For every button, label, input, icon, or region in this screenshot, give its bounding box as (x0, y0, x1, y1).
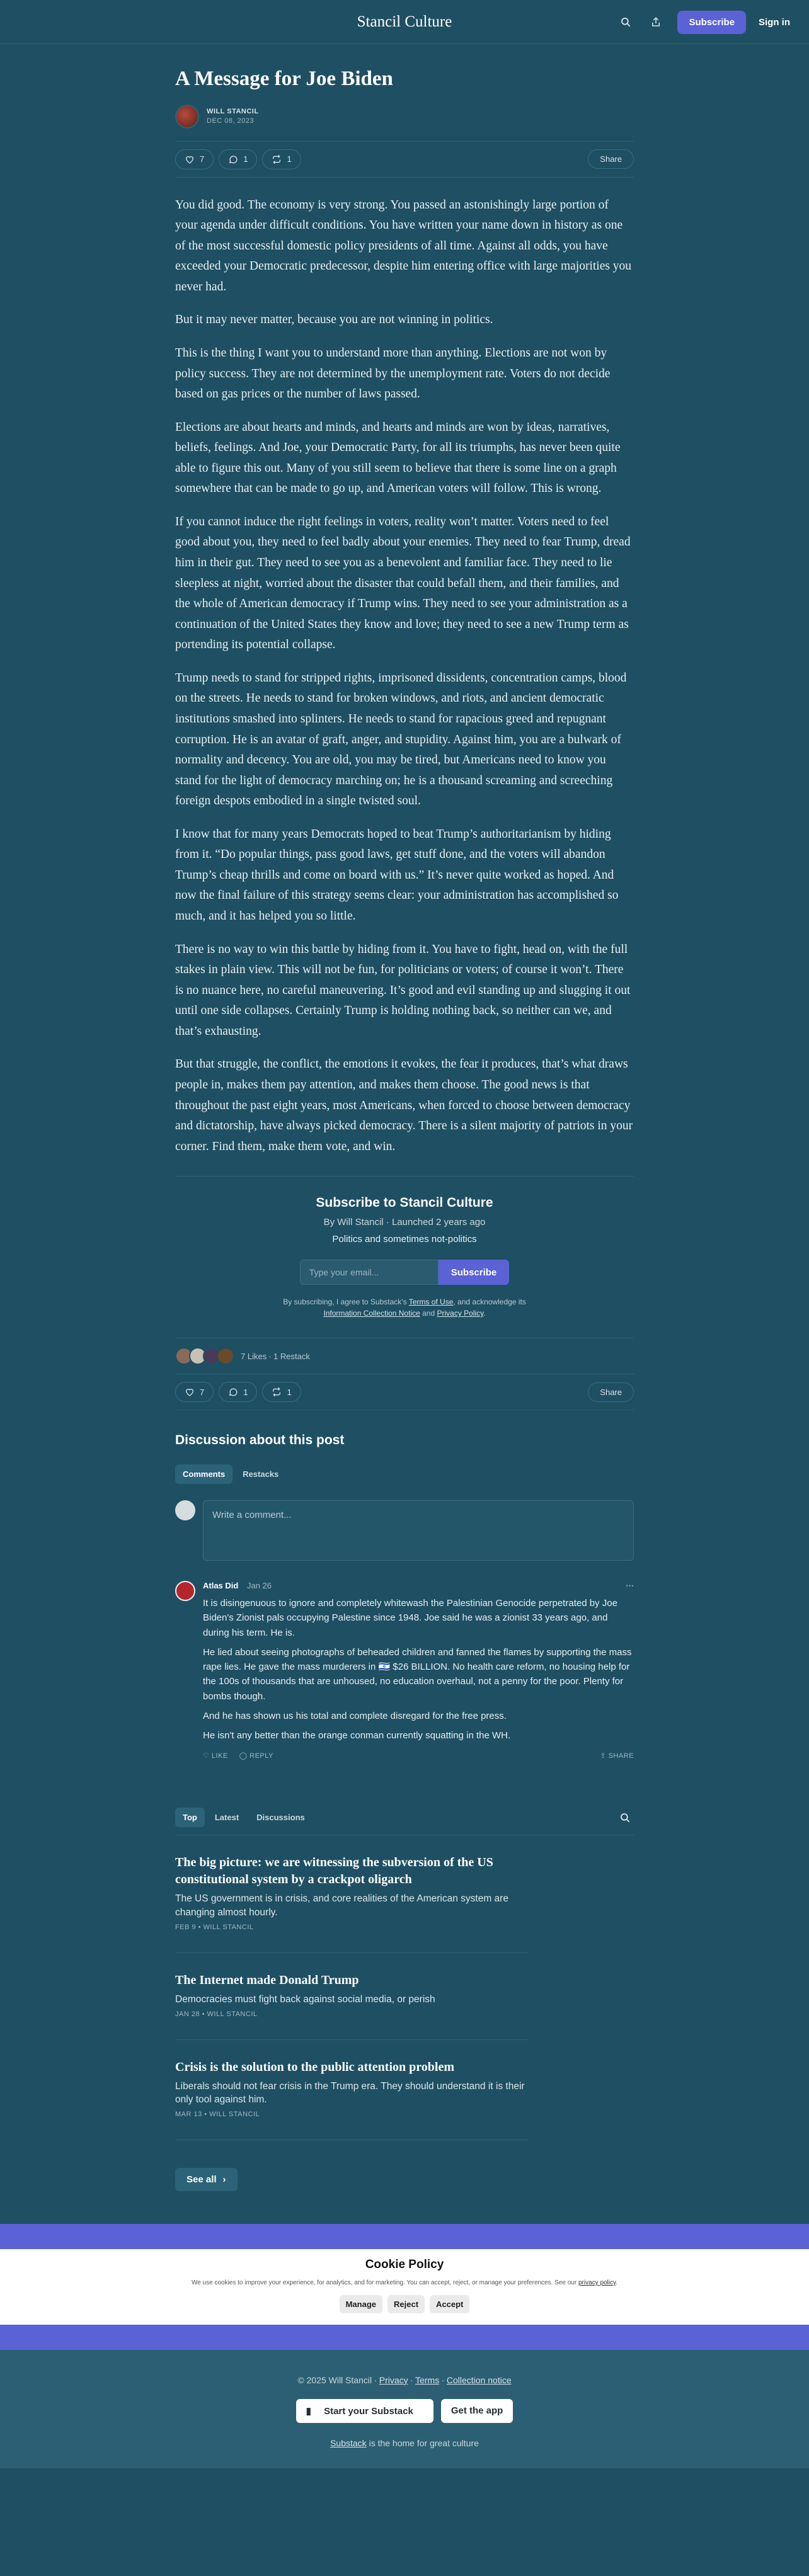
cookie-body-end: . (616, 2279, 618, 2286)
archive-post-title[interactable]: Crisis is the solution to the public attention problem (175, 2060, 454, 2074)
archive-post[interactable] (175, 1835, 528, 1952)
collection-notice-link[interactable]: Information Collection Notice (323, 1309, 420, 1318)
comment-share-button[interactable]: ⇪ SHARE (600, 1752, 634, 1760)
header-actions (617, 0, 790, 44)
cookie-banner-backdrop (0, 2224, 809, 2350)
share-button[interactable]: Share (588, 1382, 634, 1402)
privacy-link[interactable]: Privacy (379, 2374, 408, 2385)
discussion-section (175, 1433, 634, 1760)
comment-count: 1 (243, 1387, 248, 1397)
more-options-icon[interactable]: ⋯ (626, 1581, 634, 1591)
tab-latest[interactable]: Latest (214, 1813, 239, 1823)
subscribe-description: Politics and sometimes not-politics (332, 1234, 477, 1245)
publication-title[interactable]: Stancil Culture (357, 13, 452, 30)
cookie-text (0, 2279, 809, 2286)
archive-post-meta: JAN 28 • WILL STANCIL (175, 2010, 258, 2018)
restack-count: 1 (287, 1387, 292, 1397)
comment-input[interactable]: Write a comment... (203, 1500, 634, 1561)
like-count: 7 (200, 154, 205, 164)
tab-discussions[interactable]: Discussions (256, 1813, 305, 1823)
footer-tagline (0, 2438, 809, 2448)
comment-date: Jan 26 (246, 1581, 272, 1591)
subscribe-legal (278, 1296, 531, 1319)
tab-top[interactable]: Top (175, 1808, 205, 1827)
commenter-avatar[interactable] (175, 1581, 195, 1601)
restack-button[interactable] (262, 1382, 301, 1402)
discussion-title: Discussion about this post (175, 1433, 345, 1448)
paragraph: Elections are about hearts and minds, and hearts and minds are won by ideas, narratives, beliefs, feelings. And Joe, your Democratic Party, for all its triumphs, has never been quite able to figure this out. Many of you still seem to believe that there is some line on a graph somewhere that can be made to go up, and American voters will follow. This is wrong. (175, 420, 621, 496)
see-all-button[interactable] (175, 2168, 238, 2191)
like-button[interactable] (175, 149, 214, 169)
comment-text: And he has shown us his total and complete disregard for the free press. (203, 1710, 507, 1721)
sign-in-link[interactable]: Sign in (759, 16, 790, 28)
start-substack-button[interactable]: ▮ Start your Substack (296, 2399, 433, 2423)
legal-text: , and acknowledge its (453, 1297, 526, 1307)
archive-post-title[interactable]: The Internet made Donald Trump (175, 1973, 359, 1987)
paragraph: But that struggle, the conflict, the emotions it evokes, the fear it produces, that’s what draws people in, makes them pay attention, and makes them choose. The good news is that throughout the past eight years, most Americans, when forced to choose between democracy and dictatorship, have always picked democracy. There is a silent majority of patriots in your corner. Find them, make them vote, and win. (175, 1057, 633, 1153)
author-name[interactable]: WILL STANCIL (207, 108, 259, 116)
terms-link[interactable]: Terms of Use (408, 1297, 454, 1307)
archive-post-meta: FEB 9 • WILL STANCIL (175, 1923, 254, 1931)
commenter-name[interactable]: Atlas Did (203, 1581, 239, 1591)
cookie-accept-button[interactable]: Accept (430, 2295, 469, 2313)
post-title: A Message for Joe Biden (175, 67, 393, 90)
search-icon[interactable] (617, 13, 634, 31)
comment (175, 1581, 634, 1760)
search-icon[interactable] (616, 1809, 634, 1827)
subscribe-submit-button[interactable]: Subscribe (439, 1260, 510, 1285)
archive-post-title[interactable]: The big picture: we are witnessing the subversion of the US constitutional system by a crackpot oligarch (175, 1855, 493, 1887)
substack-link[interactable]: Substack (330, 2437, 367, 2448)
email-field[interactable] (300, 1260, 439, 1285)
avatar (217, 1347, 234, 1365)
comment-button[interactable] (219, 1382, 257, 1402)
paragraph: I know that for many years Democrats hoped to beat Trump’s authoritarianism by hiding from it. “Do popular things, pass good laws, get stuff done, and the voters will abandon Trump’s cheap thrills and come on board with us.” It’s never quite worked as hoped. And now the final failure of this strategy seems clear: your administration has accomplished so much, and it has helped you so little. (175, 827, 619, 923)
subscribe-button[interactable]: Subscribe (677, 11, 746, 34)
share-button[interactable]: Share (588, 149, 634, 169)
paragraph: This is the thing I want you to understand more than anything. Elections are not won by policy success. They are not determined by the unemployment rate. Voters do not decide based on gas prices or the number of laws passed. (175, 346, 611, 401)
archive-post[interactable] (175, 1953, 528, 2040)
subscribe-widget (175, 1176, 634, 1338)
likes-summary-text: 7 Likes ∙ 1 Restack (241, 1351, 310, 1361)
tab-restacks[interactable]: Restacks (243, 1469, 279, 1479)
copyright: © 2025 Will Stancil (297, 2374, 372, 2385)
comment-reply-button[interactable]: ◯ REPLY (239, 1752, 273, 1760)
post-actions-bottom (175, 1374, 634, 1410)
author-avatar[interactable] (175, 105, 199, 128)
cookie-title: Cookie Policy (365, 2257, 444, 2271)
archive-post[interactable] (175, 2040, 528, 2140)
avatar (175, 1500, 195, 1520)
post (175, 44, 634, 2191)
like-count: 7 (200, 1387, 205, 1397)
paragraph: There is no way to win this battle by hiding from it. You have to fight, head on, with the full stakes in plain view. This will not be fun, for politicians or voters; of course it won’t. There is no nuance here, no careful maneuvering. It’s good and evil standing up and slugging it out until one side collapses. Certainly Trump is holding nothing back, so neither can we, and that’s exhausting. (175, 942, 631, 1038)
comment-icon (228, 1387, 238, 1397)
paragraph: If you cannot induce the right feelings in voters, reality won’t matter. Voters need to feel good about you, they need to feel badly about your enemies. They need to fear Trump, dread him in their gut. They need to see you as a benevolent and familiar face. They need to lie sleepless at night, worried about the disaster that could befall them, and their families, and the whole of American democracy if Trump wins. They need to see your administration as a continuation of the United States they know and love; they need to see a new Trump term as portending its potential collapse. (175, 515, 631, 652)
comment-count: 1 (243, 154, 248, 164)
top-bar (0, 0, 809, 44)
see-all-label: See all (186, 2174, 217, 2185)
cookie-manage-button[interactable]: Manage (340, 2295, 382, 2313)
get-app-button[interactable]: Get the app (441, 2399, 514, 2423)
share-label: SHARE (608, 1752, 634, 1760)
post-archive (175, 1808, 634, 2191)
restack-button[interactable] (262, 149, 301, 169)
tagline-text: is the home for great culture (366, 2437, 479, 2448)
terms-link[interactable]: Terms (415, 2374, 440, 2385)
comment-like-button[interactable]: ♡ LIKE (203, 1752, 228, 1760)
tab-comments[interactable]: Comments (175, 1464, 232, 1484)
chevron-right-icon: › (222, 2174, 226, 2185)
archive-post-subtitle: The US government is in crisis, and core realities of the American system are changing almost hourly. (175, 1893, 508, 1918)
start-substack-label: Start your Substack (314, 2400, 423, 2423)
cookie-banner (0, 2249, 809, 2325)
heart-icon (185, 1387, 195, 1397)
legal-text: By subscribing, I agree to Substack's (283, 1297, 409, 1307)
like-label: LIKE (211, 1752, 228, 1760)
likes-summary[interactable] (175, 1338, 634, 1374)
cookie-body: We use cookies to improve your experience, for analytics, and for marketing. You can accept, reject, or manage your preferences. See our (191, 2279, 578, 2286)
post-body (175, 195, 634, 1158)
paragraph: Trump needs to stand for stripped rights, imprisoned dissidents, concentration camps, blood on the streets. He needs to stand for broken windows, and riots, and ancient democratic institutions smashed into splinters. He needs to stand for rapacious greed and repugnant corruption. He is an avatar of graft, anger, and stupidity. Against him, you are a bulwark of normality and decency. You are old, you may be tired, but Americans need to know you stand for the light of democracy marching on; he is a thousand screaming and screeching foreign despots embodied in a single twisted soul. (175, 671, 627, 808)
post-date: DEC 08, 2023 (207, 117, 255, 125)
comment-button[interactable] (219, 149, 257, 169)
archive-post-subtitle: Democracies must fight back against social media, or perish (175, 1993, 435, 2005)
comment-text: He lied about seeing photographs of beheaded children and fanned the flames by supporting the mass rape lies. He gave the mass murderers in 🇮🇱 $26 BILLION. No health care reform, no housing help for the 100s of thousands that are unhoused, no education overhaul, not a penny for the poor. Plenty for bombs though. (203, 1646, 632, 1702)
restack-icon (272, 154, 282, 164)
comment-actions (203, 1752, 634, 1760)
restack-icon (272, 1387, 282, 1397)
heart-icon (185, 154, 195, 164)
legal-text: and (420, 1309, 437, 1318)
comment-text: It is disingenuous to ignore and completely whitewash the Palestinian Genocide perpetrated by Joe Biden's Zionist pals occupying Palestine since 1948. Joe said he was a zionist 33 years ago, and during his term. He is. (203, 1598, 617, 1638)
subscribe-meta: By Will Stancil · Launched 2 years ago (323, 1217, 486, 1228)
archive-post-meta: MAR 13 • WILL STANCIL (175, 2110, 260, 2118)
paragraph: But it may never matter, because you are not winning in politics. (175, 313, 493, 327)
comment-composer (175, 1500, 634, 1561)
subscribe-form (175, 1260, 634, 1285)
post-actions-top (175, 141, 634, 178)
paragraph: You did good. The economy is very strong. You passed an astonishingly large portion of your agenda under difficult conditions. You have written your name down in history as one of the most successful domestic policy presidents of all time. Against all odds, you have exceeded your Democratic predecessor, despite him entering office with large majorities you never had. (175, 198, 632, 294)
legal-text: . (483, 1309, 486, 1318)
privacy-policy-link[interactable]: Privacy Policy (437, 1309, 484, 1318)
restack-count: 1 (287, 154, 292, 164)
liker-avatars (175, 1347, 234, 1365)
footer (0, 2350, 809, 2468)
cookie-reject-button[interactable]: Reject (387, 2295, 425, 2313)
byline (175, 105, 634, 128)
privacy-policy-link[interactable]: privacy policy (578, 2279, 616, 2286)
archive-post-subtitle: Liberals should not fear crisis in the Trump era. They should understand it is their only tool against him. (175, 2080, 525, 2106)
reply-label: REPLY (250, 1752, 273, 1760)
share-icon[interactable] (647, 13, 665, 31)
footer-links: © 2025 Will Stancil ∙ Privacy ∙ Terms ∙ Collection notice (297, 2374, 512, 2385)
comment-icon (228, 154, 238, 164)
collection-notice-link[interactable]: Collection notice (446, 2374, 512, 2385)
comment-text: He isn't any better than the orange conman currently squatting in the WH. (203, 1730, 511, 1741)
like-button[interactable] (175, 1382, 214, 1402)
subscribe-title: Subscribe to Stancil Culture (316, 1195, 493, 1211)
archive-tabs (175, 1808, 313, 1827)
discussion-tabs (175, 1464, 634, 1484)
